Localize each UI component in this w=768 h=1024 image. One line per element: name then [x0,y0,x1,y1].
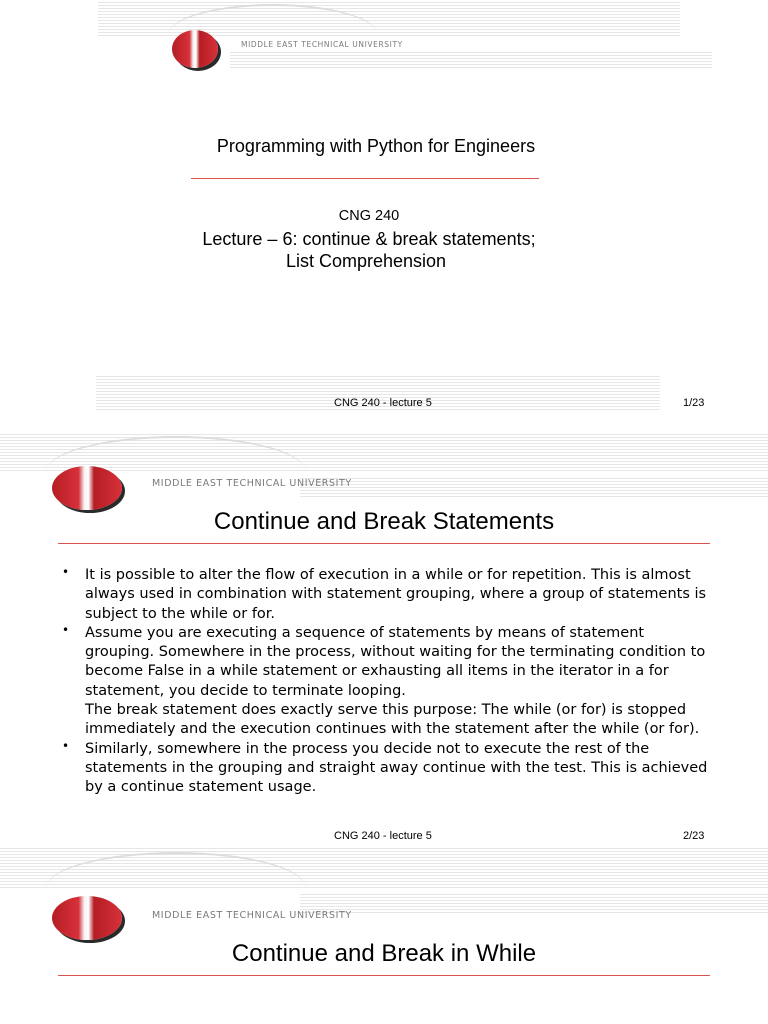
footer-text: CNG 240 - lecture 5 [334,397,432,409]
list-item [62,624,712,740]
page-number: 2/23 [683,830,705,842]
bullet-icon: • [62,622,70,637]
bullet-icon: • [62,565,70,579]
slide-3 [0,846,768,1024]
metu-logo-icon [172,30,218,68]
title-divider [191,178,539,179]
course-title: Programming with Python for Engineers [216,136,536,156]
bullet-text: It is possible to alter the flow of execution in a while or for repetition. This is almost always used in combination with statement grouping, where a group of statements is subject to the while or for. [85,567,707,622]
slide-1 [0,0,768,432]
slide-2-title: Continue and Break Statements [213,508,555,535]
bullet-list [62,566,712,798]
bullet-text: Similarly, somewhere in the process you decide not to execute the rest of the statements in the grouping and straight away continue with the test. This is achieved by a continue statement usage. [85,740,708,796]
list-item [62,566,712,624]
university-name: MIDDLE EAST TECHNICAL UNIVERSITY [152,478,352,489]
footer-text: CNG 240 - lecture 5 [334,830,432,842]
lecture-title-line-1: Lecture – 6: continue & break statements; [202,229,536,249]
metu-logo-icon [52,466,122,510]
page-number: 1/23 [683,397,705,409]
bullet-icon: • [62,738,70,753]
slide-3-title-divider [58,975,710,976]
university-name: MIDDLE EAST TECHNICAL UNIVERSITY [241,40,403,49]
bullet-text: Assume you are executing a sequence of statements by means of statement grouping. Somewhere in the process, without waiting for the terminating condition to become False in a while statement or exhausting all items in the iterator in a for statement, you decide to terminate looping. [85,624,706,699]
bullet-text: The break statement does exactly serve this purpose: The while (or for) is stopped immediately and the execution continues with the statement after the while (or for). [85,702,700,738]
metu-logo-icon [52,896,122,940]
slide-2-title-divider [58,543,710,544]
university-name: MIDDLE EAST TECHNICAL UNIVERSITY [152,910,352,921]
slide-3-title: Continue and Break in While [231,940,537,967]
course-code: CNG 240 [338,208,400,224]
lecture-title-line-2: List Comprehension [285,251,447,271]
header-band [300,478,768,498]
list-item [62,740,712,798]
header-band [300,894,768,914]
